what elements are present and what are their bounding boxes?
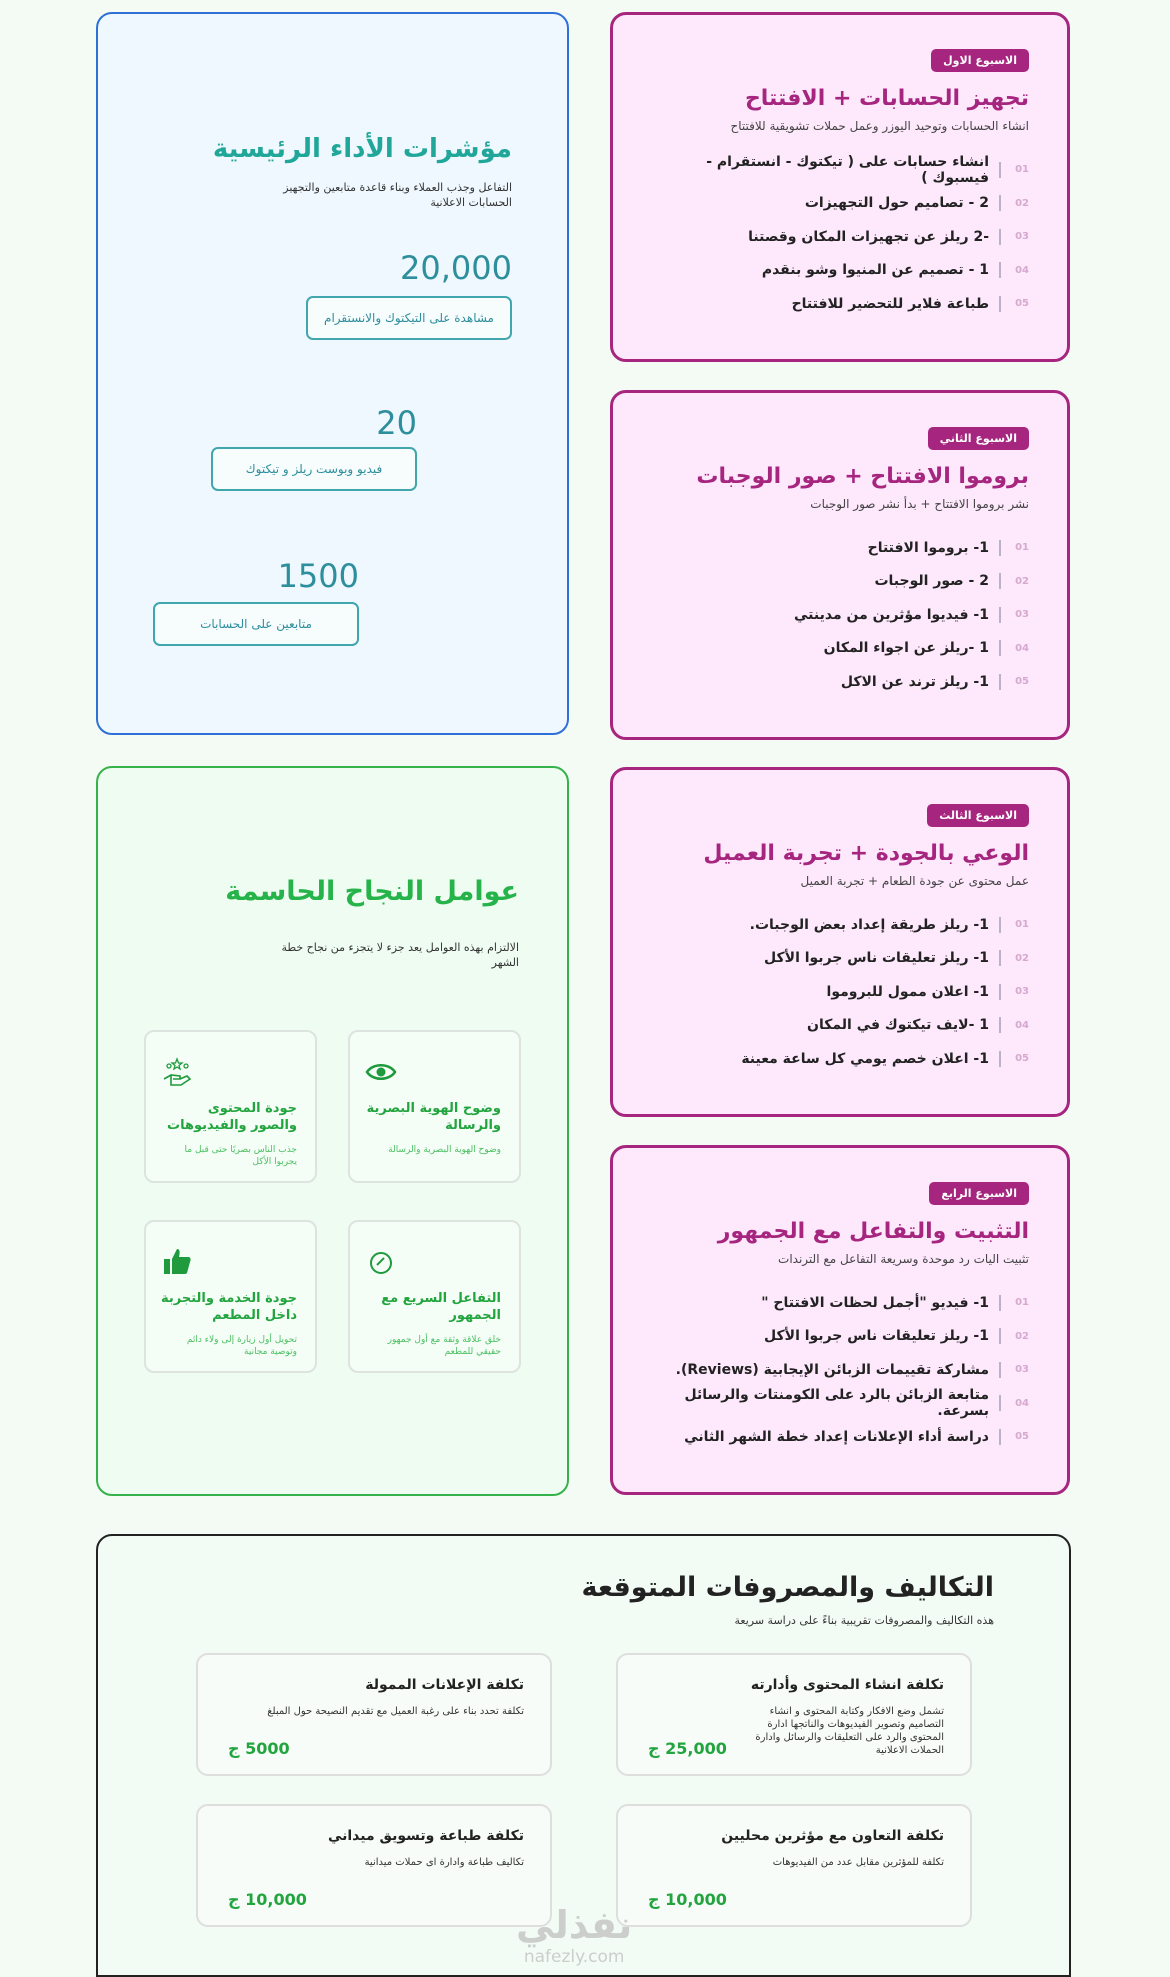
divider — [999, 229, 1001, 245]
speed-gauge-icon — [364, 1245, 398, 1279]
week-subtitle: انشاء الحسابات وتوحيد اليوزر وعمل حملات تشويقية للافتتاح — [730, 119, 1029, 133]
factor-desc: وضوح الهوية البصرية والرسالة — [388, 1145, 501, 1155]
divider — [999, 1395, 1001, 1411]
item-text: 1- بروموا الافتتاح — [867, 539, 989, 556]
divider — [999, 640, 1001, 656]
list-item — [651, 565, 1029, 599]
divider — [999, 674, 1001, 690]
item-number: 05 — [1015, 676, 1029, 688]
list-item — [651, 632, 1029, 666]
divider — [999, 1429, 1001, 1445]
divider — [999, 607, 1001, 623]
week-subtitle: عمل محتوى عن جودة الطعام + تجربة العميل — [800, 874, 1029, 888]
divider — [999, 984, 1001, 1000]
item-number: 01 — [1015, 919, 1029, 931]
list-item — [651, 254, 1029, 288]
factor-title: وضوح الهوية البصرية والرسالة — [366, 1101, 501, 1133]
watermark-arabic: نفذلي — [516, 1903, 633, 1947]
divider — [999, 573, 1001, 589]
kpi-value: 20 — [376, 404, 417, 442]
factor-card — [144, 1030, 317, 1183]
success-title: عوامل النجاح الحاسمة — [225, 876, 519, 907]
list-item — [651, 942, 1029, 976]
item-text: 1 -لايف تيكتوك في المكان — [807, 1017, 989, 1034]
factor-title: جودة الخدمة والتجربة داخل المطعم — [160, 1291, 297, 1323]
cost-card — [196, 1804, 552, 1927]
week-card-1 — [610, 12, 1070, 362]
item-text: 1- فيديوا مؤثرين من مدينتي — [794, 606, 989, 623]
week-task-list — [651, 153, 1029, 321]
costs-title: التكاليف والمصروفات المتوقعة — [581, 1572, 994, 1603]
factor-card — [144, 1220, 317, 1373]
item-number: 01 — [1015, 1297, 1029, 1309]
kpi-label-box: مشاهدة على التيكتوك والانستقرام — [306, 296, 512, 340]
cost-desc: تكلفة تحدد بناء على رغبة العميل مع تقديم النصيحة حول المبلغ — [267, 1706, 524, 1717]
item-number: 01 — [1015, 542, 1029, 554]
item-text: 1- ريلز ترند عن الاكل — [840, 673, 989, 690]
item-text: -2 ريلز عن تجهيزات المكان وقصتنا — [748, 228, 989, 245]
divider — [999, 1295, 1001, 1311]
kpi-subtitle: التفاعل وجذب العملاء وبناء قاعدة متابعين والتجهيز الحسابات الاعلانية — [283, 181, 512, 209]
watermark-latin: nafezly.com — [523, 1947, 625, 1967]
item-text: دراسة أداء الإعلانات إعداد خطة الشهر الثاني — [684, 1428, 989, 1445]
item-number: 05 — [1015, 298, 1029, 310]
item-text: 2 - تصاميم حول التجهيزات — [804, 195, 989, 212]
kpi-label-box: متابعين على الحسابات — [153, 602, 359, 646]
list-item — [651, 1420, 1029, 1454]
item-text: 1- ريلز طريقة إعداد بعض الوجبات. — [749, 916, 989, 933]
divider — [999, 1017, 1001, 1033]
eye-icon — [364, 1055, 398, 1089]
cost-desc: تشمل وضع الافكار وكتابة المحتوى و انشاء التصاميم وتصوير الفيديوهات والناتجها ادارة المحتوى والرد على التعليقات والرسائل وادارة الحملات الاعلانية — [755, 1706, 944, 1756]
cost-title: تكلفة طباعة وتسويق ميداني — [327, 1828, 524, 1844]
week-title: التثبيت والتفاعل مع الجمهور — [717, 1219, 1029, 1244]
item-text: 1- اعلان خصم يومي كل ساعة معينة — [741, 1050, 989, 1067]
cost-price: 10,000 ج — [648, 1890, 727, 1909]
divider — [999, 1328, 1001, 1344]
divider — [999, 262, 1001, 278]
divider — [999, 195, 1001, 211]
list-item — [651, 1042, 1029, 1076]
item-number: 02 — [1015, 952, 1029, 964]
week-task-list — [651, 908, 1029, 1076]
list-item — [651, 220, 1029, 254]
item-text: 2 - صور الوجبات — [874, 573, 989, 590]
hand-stars-icon — [160, 1055, 194, 1089]
factor-title: جودة المحتوى والصور والفيديوهات — [167, 1101, 297, 1133]
item-text: طباعة فلاير للتحضير للافتتاح — [791, 295, 989, 312]
item-number: 05 — [1015, 1053, 1029, 1065]
factor-desc: جذب الناس بصريًا حتى قبل ما يجربوا الأكل — [184, 1145, 297, 1167]
item-text: 1- ريلز تعليقات ناس جربوا الأكل — [764, 1328, 989, 1345]
item-number: 04 — [1015, 1397, 1029, 1409]
week-task-list — [651, 531, 1029, 699]
item-number: 03 — [1015, 609, 1029, 621]
cost-price: 5000 ج — [228, 1739, 290, 1758]
list-item — [651, 531, 1029, 565]
divider — [999, 1362, 1001, 1378]
item-number: 05 — [1015, 1431, 1029, 1443]
kpi-value: 1500 — [277, 557, 359, 595]
week-title: بروموا الافتتاح + صور الوجبات — [696, 464, 1029, 489]
week-card-3 — [610, 767, 1070, 1117]
divider — [999, 162, 1001, 178]
cost-desc: تكاليف طباعة وادارة اى حملات ميدانية — [364, 1857, 524, 1868]
divider — [999, 296, 1001, 312]
week-card-4 — [610, 1145, 1070, 1495]
factor-card — [348, 1220, 521, 1373]
item-text: متابعة الزبائن بالرد على الكومنتات والرسائل بسرعة. — [684, 1387, 989, 1420]
cost-card — [616, 1653, 972, 1776]
list-item — [651, 1286, 1029, 1320]
costs-subtitle: هذه التكاليف والمصروفات تقريبية بناءً على دراسة سريعة — [734, 1614, 994, 1627]
cost-title: تكلفة انشاء المحتوى وأدارته — [750, 1677, 944, 1693]
item-text: مشاركة تقييمات الزبائن الإيجابية (Reviews). — [675, 1361, 989, 1378]
cost-title: تكلفة التعاون مع مؤثرين محليين — [721, 1828, 944, 1844]
week-card-2 — [610, 390, 1070, 740]
item-number: 02 — [1015, 1330, 1029, 1342]
item-text: 1 - تصميم عن المنيوا وشو بنقدم — [761, 262, 989, 279]
cost-card — [196, 1653, 552, 1776]
list-item — [651, 908, 1029, 942]
item-number: 03 — [1015, 1364, 1029, 1376]
week-subtitle: تثبيت اليات رد موحدة وسريعة التفاعل مع الترندات — [778, 1252, 1029, 1266]
week-badge: الاسبوع الرابع — [929, 1182, 1029, 1205]
week-subtitle: نشر بروموا الافتتاح + بدأ نشر صور الوجبات — [810, 497, 1029, 511]
divider — [999, 917, 1001, 933]
cost-price: 10,000 ج — [228, 1890, 307, 1909]
list-item — [651, 1387, 1029, 1421]
list-item — [651, 1009, 1029, 1043]
kpi-title: مؤشرات الأداء الرئيسية — [212, 134, 512, 164]
success-factors-card — [96, 766, 569, 1496]
kpi-card — [96, 12, 569, 735]
cost-price: 25,000 ج — [648, 1739, 727, 1758]
item-number: 04 — [1015, 1019, 1029, 1031]
item-text: 1- اعلان ممول للبروموا — [826, 983, 989, 1000]
kpi-label-box: فيديو وبوست ريلز و تيكتوك — [211, 447, 417, 491]
week-badge: الاسبوع الثاني — [928, 427, 1029, 450]
divider — [999, 1051, 1001, 1067]
list-item — [651, 187, 1029, 221]
divider — [999, 540, 1001, 556]
item-number: 02 — [1015, 575, 1029, 587]
list-item — [651, 287, 1029, 321]
item-text: 1 -ريلز عن اجواء المكان — [823, 640, 989, 657]
list-item — [651, 1320, 1029, 1354]
item-number: 03 — [1015, 231, 1029, 243]
thumbs-up-icon — [160, 1245, 194, 1279]
list-item — [651, 598, 1029, 632]
factor-title: التفاعل السريع مع الجمهور — [381, 1291, 501, 1323]
item-number: 04 — [1015, 642, 1029, 654]
item-number: 03 — [1015, 986, 1029, 998]
week-task-list — [651, 1286, 1029, 1454]
item-number: 01 — [1015, 164, 1029, 176]
list-item — [651, 975, 1029, 1009]
factor-desc: تحويل أول زيارة إلى ولاء دائم وتوصية مجانية — [186, 1335, 297, 1357]
factor-desc: خلق علاقة وثقة مع أول جمهور حقيقي للمطعم — [387, 1335, 501, 1357]
list-item — [651, 153, 1029, 187]
week-badge: الاسبوع الاول — [931, 49, 1029, 72]
item-number: 02 — [1015, 197, 1029, 209]
cost-desc: تكلفة للمؤثرين مقابل عدد من الفيديوهات — [772, 1857, 944, 1868]
cost-title: تكلفة الإعلانات الممولة — [365, 1677, 524, 1693]
item-text: 1- ريلز تعليقات ناس جربوا الأكل — [764, 950, 989, 967]
list-item — [651, 665, 1029, 699]
divider — [999, 950, 1001, 966]
watermark — [516, 1905, 632, 1967]
item-number: 04 — [1015, 264, 1029, 276]
list-item — [651, 1353, 1029, 1387]
item-text: 1- فيديو "أجمل لحظات الافتتاح " — [761, 1294, 989, 1311]
factor-card — [348, 1030, 521, 1183]
cost-card — [616, 1804, 972, 1927]
week-badge: الاسبوع الثالث — [927, 804, 1029, 827]
kpi-value: 20,000 — [400, 249, 512, 287]
item-text: انشاء حسابات على ( تيكتوك - انستقرام - فيسبوك ) — [706, 153, 989, 186]
week-title: تجهيز الحسابات + الافتتاح — [744, 86, 1029, 111]
success-subtitle: الالتزام بهذه العوامل يعد جزء لا يتجزء من نجاح خطة الشهر — [281, 941, 519, 969]
week-title: الوعي بالجودة + تجربة العميل — [703, 841, 1029, 866]
